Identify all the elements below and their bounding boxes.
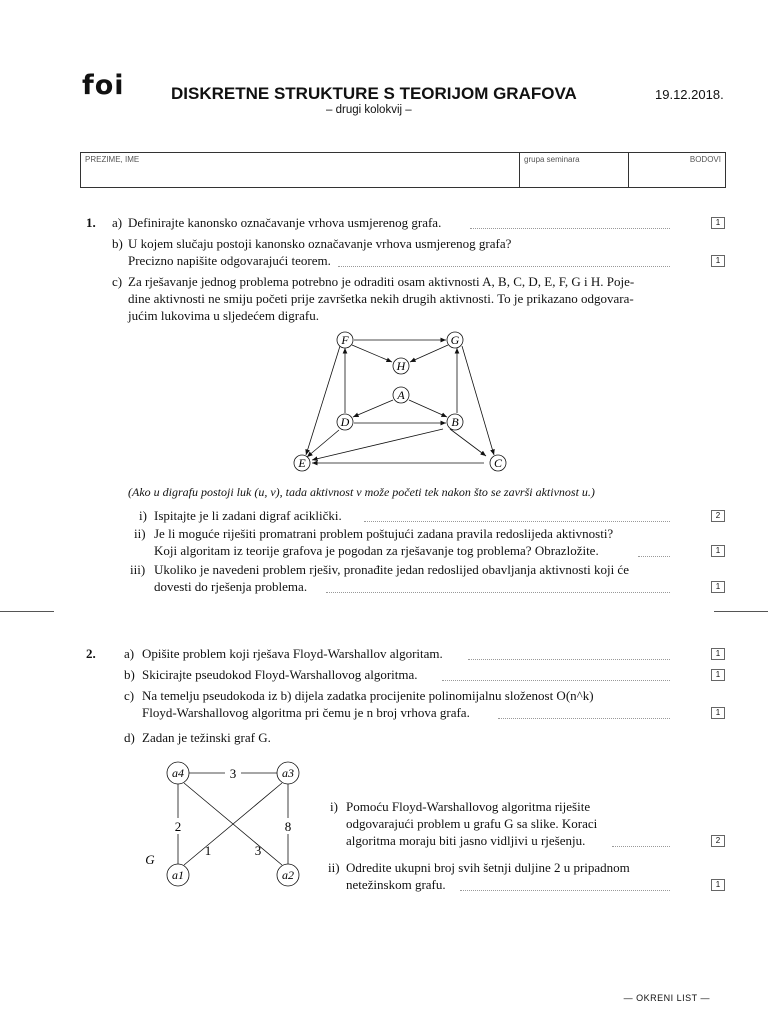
vertex-label-h: H [396, 359, 406, 373]
q2dii-points: 1 [711, 879, 725, 891]
q1c-label: c) [112, 274, 123, 289]
group-field[interactable] [520, 153, 628, 187]
points-label: BODOVI [689, 155, 721, 164]
dot-leader [498, 717, 670, 719]
q2di-line2: odgovarajući problem u grafu G sa slike. Koraci [346, 816, 598, 831]
q1ci-text: Ispitajte je li zadani digraf aciklički. [154, 508, 342, 523]
vertex-label-a4: a4 [172, 766, 184, 780]
q1ciii-label: iii) [130, 562, 146, 577]
q2-number: 2. [86, 646, 96, 661]
vertex-label-a: A [397, 388, 405, 402]
group-label: grupa seminara [524, 155, 580, 164]
dot-leader [442, 679, 670, 681]
dot-leader [326, 591, 670, 593]
q2a-label: a) [124, 646, 135, 661]
dot-leader [460, 889, 670, 891]
vertex-label-a1: a1 [172, 868, 184, 882]
q1cii-points: 1 [711, 545, 725, 557]
q1c-line3: jućim lukovima u sljedećem digrafu. [128, 308, 319, 323]
q1b-label: b) [112, 236, 123, 251]
q2d-text: Zadan je težinski graf G. [142, 730, 271, 745]
q2b-text: Skicirajte pseudokod Floyd-Warshallovog algoritma. [142, 667, 418, 682]
edge-weight-a4-a3: 3 [229, 766, 237, 781]
vertex-label-g: G [450, 333, 460, 347]
q1ci-label: i) [139, 508, 147, 523]
vertex-label-f: F [341, 333, 349, 347]
dot-leader [612, 845, 670, 847]
q2dii-line1: Odredite ukupni broj svih šetnji duljine 2 u pripadnom [346, 860, 630, 875]
digraph-vertices [294, 332, 506, 471]
fold-mark-right [714, 611, 768, 612]
q1ci-points: 2 [711, 510, 725, 522]
page-title: DISKRETNE STRUKTURE S TEORIJOM GRAFOVA [171, 84, 577, 103]
q1b-points: 1 [711, 255, 725, 267]
q2b-points: 1 [711, 669, 725, 681]
graph-edges [178, 773, 288, 865]
vertex-label-b: B [451, 415, 459, 429]
q2di-points: 2 [711, 835, 725, 847]
edge-weight-a3-a2: 8 [284, 819, 292, 834]
q2a-points: 1 [711, 648, 725, 660]
q1ciii-points: 1 [711, 581, 725, 593]
q2d-label: d) [124, 730, 135, 745]
foi-logo: foi [82, 70, 125, 101]
q1c-caption: (Ako u digrafu postoji luk (u, v), tada aktivnost v može početi tek nakon što se završi aktivnost u.) [128, 485, 595, 499]
q2c-points: 1 [711, 707, 725, 719]
edge-weight-a3-a1: 1 [204, 843, 212, 858]
vertex-label-c: C [493, 456, 503, 470]
q2c-line1: Na temelju pseudokoda iz b) dijela zadatka procijenite polinomijalnu složenost O(n^k) [142, 688, 594, 703]
q1b-line2: Precizno napišite odgovarajući teorem. [128, 253, 331, 268]
q1cii-line1: Je li moguće riješiti promatrani problem poštujući zadana pravila redoslijeda aktivnosti? [154, 526, 614, 541]
weighted-graph [140, 760, 320, 890]
q1a-points: 1 [711, 217, 725, 229]
vertex-label-a2: a2 [282, 868, 294, 882]
q1cii-line2: Koji algoritam iz teorije grafova je pogodan za rješavanje tog problema? Obrazložite. [154, 543, 599, 558]
q2di-line1: Pomoću Floyd-Warshallovog algoritma riješite [346, 799, 591, 814]
q2a-text: Opišite problem koji rješava Floyd-Warshallov algoritam. [142, 646, 443, 661]
vertex-label-d: D [340, 415, 350, 429]
name-field[interactable] [81, 153, 519, 187]
dot-leader [338, 265, 670, 267]
vertex-label-a3: a3 [282, 766, 294, 780]
page-subtitle: – drugi kolokvij – [326, 104, 412, 116]
exam-date: 19.12.2018. [655, 87, 724, 102]
q1a-label: a) [112, 215, 123, 230]
dot-leader [470, 227, 670, 229]
activity-digraph [280, 325, 520, 475]
edge-weight-a4-a1: 2 [174, 819, 182, 834]
edge-weight-a4-a2: 3 [254, 843, 262, 858]
dot-leader [638, 555, 670, 557]
dot-leader [364, 520, 670, 522]
q1b-line1: U kojem slučaju postoji kanonsko označavanje vrhova usmjerenog grafa? [128, 236, 512, 251]
turn-page-note: — OKRENI LIST — [623, 993, 710, 1003]
q2dii-label: ii) [328, 860, 340, 875]
points-field[interactable] [629, 153, 725, 187]
dot-leader [468, 658, 670, 660]
vertex-label-e: E [298, 456, 306, 470]
q2c-label: c) [124, 688, 135, 703]
name-label: PREZIME, IME [85, 155, 140, 164]
q1-number: 1. [86, 215, 96, 230]
q1cii-label: ii) [134, 526, 146, 541]
q1ciii-line1: Ukoliko je navedeni problem rješiv, pronađite jedan redoslijed obavljanja aktivnosti koji će [154, 562, 629, 577]
q1c-line2: dine aktivnosti ne smiju početi prije završetka nekih drugih aktivnosti. To je prikazano odgovara- [128, 291, 634, 306]
graph-name-label: G [145, 852, 155, 867]
q1a-text: Definirajte kanonsko označavanje vrhova usmjerenog grafa. [128, 215, 442, 230]
q2di-label: i) [330, 799, 338, 814]
student-info-box [80, 152, 726, 188]
q2dii-line2: netežinskom grafu. [346, 877, 446, 892]
q2b-label: b) [124, 667, 135, 682]
q1c-line1: Za rješavanje jednog problema potrebno je odraditi osam aktivnosti A, B, C, D, E, F, G i H. Poje- [128, 274, 635, 289]
q2c-line2: Floyd-Warshallovog algoritma pri čemu je n broj vrhova grafa. [142, 705, 470, 720]
q2di-line3: algoritma moraju biti jasno vidljivi u rješenju. [346, 833, 586, 848]
q1ciii-line2: dovesti do rješenja problema. [154, 579, 308, 594]
fold-mark-left [0, 611, 54, 612]
